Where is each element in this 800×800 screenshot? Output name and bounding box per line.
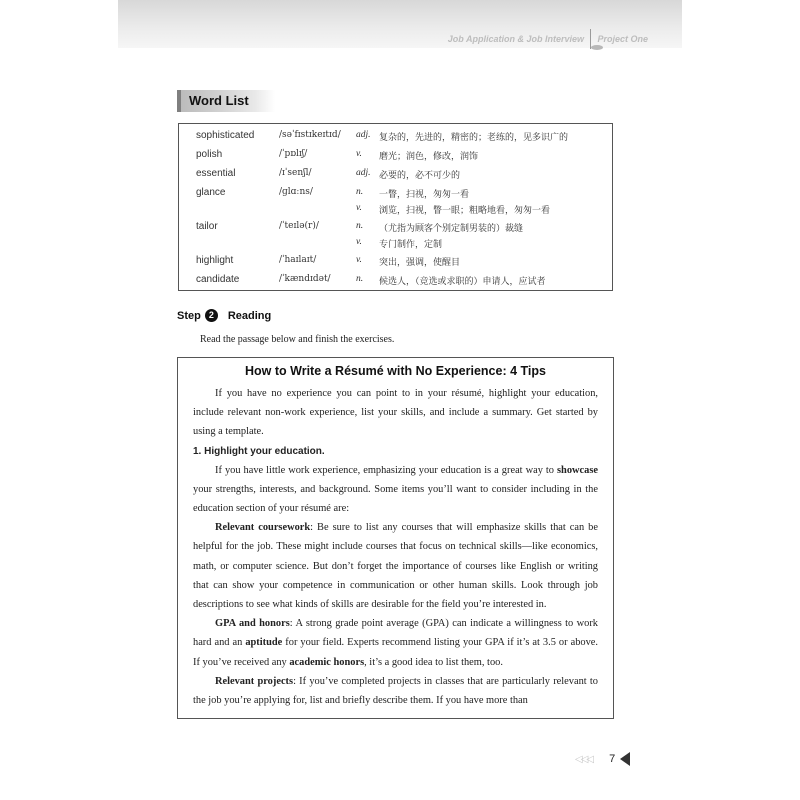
step-heading xyxy=(177,309,271,322)
text: for your field. Experts recommend listing your GPA if it’s at 3.5 or above. If you’ve received any xyxy=(193,637,598,668)
step-label: Step xyxy=(177,309,201,322)
word: sophisticated xyxy=(196,130,255,141)
step-instruction: Read the passage below and finish the exercises. xyxy=(200,334,395,345)
definition: 候选人，（竞选或求职的）申请人，应试者 xyxy=(379,277,546,287)
text: : A strong grade point average (GPA) can indicate a willingness to work hard and an xyxy=(193,618,599,649)
phonetic: /ɡlɑːns/ xyxy=(279,187,313,197)
passage-paragraph-1 xyxy=(193,461,598,519)
phonetic: /ɪˈsenʃl/ xyxy=(279,168,312,178)
text: : If you’ve completed projects in classes that are particularly relevant to the job you’re applying for, list and briefly describe them. If you have more than xyxy=(193,675,598,707)
part-of-speech: adj. xyxy=(356,130,371,140)
definition: 必要的，必不可少的 xyxy=(379,171,461,181)
word: polish xyxy=(196,149,223,160)
definition: （尤指为顾客个别定制男装的）裁缝 xyxy=(379,224,524,234)
text: : Be sure to list any courses that will emphasize skills that can be helpful for the job. These might include courses that focus on technical skills—like economics, math, or computer science. But don’t forget the importance of courses like English or writing that can show your competence in communication or other human skills. Look through job descriptions to see what kinds of skills are desirable for the field you’re interested in. xyxy=(193,522,598,611)
part-of-speech: n. xyxy=(356,274,364,284)
text: your strengths, interests, and background. Some items you’ll want to consider including in the education section of your résumé are: xyxy=(193,483,598,515)
step-number-badge: 2 xyxy=(205,309,218,322)
passage-paragraph-projects xyxy=(193,672,598,710)
keyword-academic-honors: academic honors xyxy=(289,656,365,668)
passage-paragraph-gpa xyxy=(193,614,598,672)
text: If you have little work experience, emphasizing your education is a great way to xyxy=(215,464,558,476)
back-arrows-icon: ◁◁◁ xyxy=(575,753,593,765)
word-list-table xyxy=(178,123,613,291)
term-projects: Relevant projects xyxy=(215,675,294,687)
phonetic: /ˈkændɪdət/ xyxy=(279,274,331,284)
word-list-title: Word List xyxy=(177,90,275,112)
part-of-speech: v. xyxy=(356,255,362,265)
page-triangle-icon xyxy=(620,752,630,766)
definition: 浏览，扫视，瞥一眼；粗略地看，匆匆一看 xyxy=(379,206,551,216)
text: , it’s a good idea to list them, too. xyxy=(364,656,503,668)
passage-intro: If you have no experience you can point to in your résumé, highlight your education, include relevant non-work experience, list your skills, and include a summary. Get started by using a template. xyxy=(193,388,598,438)
part-of-speech: v. xyxy=(356,149,362,159)
word: highlight xyxy=(196,255,234,266)
term-coursework: Relevant coursework xyxy=(215,522,311,534)
definition: 专门制作，定制 xyxy=(379,240,443,250)
part-of-speech: n. xyxy=(356,221,364,231)
part-of-speech: n. xyxy=(356,187,364,197)
passage-paragraph-coursework xyxy=(193,518,598,614)
definition: 磨光；润色，修改，润饰 xyxy=(379,152,479,162)
header-project: Project One xyxy=(597,34,648,44)
page-footer xyxy=(575,752,630,766)
running-header xyxy=(448,32,648,46)
keyword-showcase: showcase xyxy=(557,464,598,476)
definition: 复杂的，先进的，精密的；老练的，见多识广的 xyxy=(379,133,569,143)
phonetic: /ˈteɪlə(r)/ xyxy=(279,221,319,231)
word: candidate xyxy=(196,274,240,285)
part-of-speech: v. xyxy=(356,237,362,247)
header-chapter: Job Application & Job Interview xyxy=(447,34,584,44)
definition: 一瞥，扫视，匆匆一看 xyxy=(379,190,470,200)
part-of-speech: adj. xyxy=(356,168,371,178)
part-of-speech: v. xyxy=(356,203,362,213)
phonetic: /ˈhaɪlaɪt/ xyxy=(279,255,317,265)
passage-title: How to Write a Résumé with No Experience: 4 Tips xyxy=(245,364,546,378)
header-marker xyxy=(591,45,603,50)
phonetic: /səˈfɪstɪkeɪtɪd/ xyxy=(279,130,341,140)
keyword-aptitude: aptitude xyxy=(245,637,283,649)
term-gpa: GPA and honors xyxy=(215,618,290,630)
word: glance xyxy=(196,187,226,198)
definition: 突出，强调，使醒目 xyxy=(379,258,461,268)
step-title: Reading xyxy=(227,309,272,322)
word: essential xyxy=(196,168,236,179)
passage-heading-1: 1. Highlight your education. xyxy=(193,445,325,457)
reading-passage xyxy=(177,357,614,719)
page-number: 7 xyxy=(609,753,616,765)
word: tailor xyxy=(196,221,218,232)
phonetic: /ˈpɒlɪʃ/ xyxy=(279,149,308,159)
